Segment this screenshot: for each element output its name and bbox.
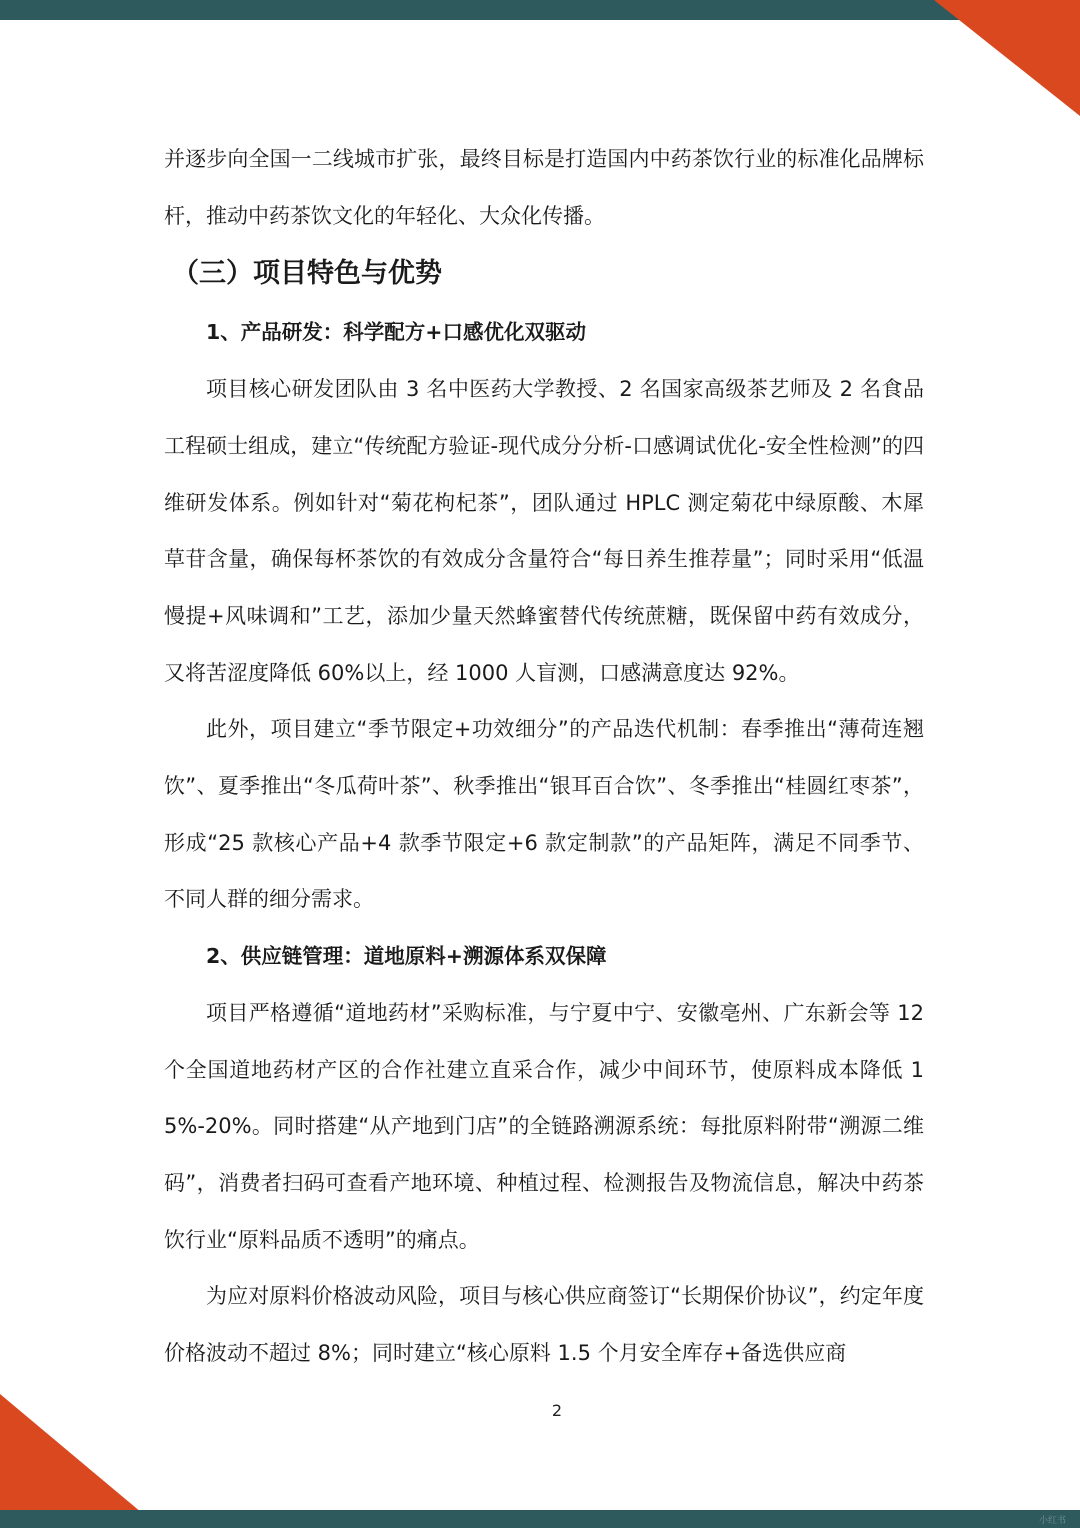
paragraph-price-risk: 为应对原料价格波动风险，项目与核心供应商签订“长期保价协议”，约定年度价格波动不超过 8%；同时建立“核心原料 1.5 个月安全库存+备选供应商	[164, 1284, 924, 1366]
paragraph-sourcing: 项目严格遵循“道地药材”采购标准，与宁夏中宁、安徽亳州、广东新会等 12 个全国道地药材产区的合作社建立直采合作，减少中间环节，使原料成本降低 15%-20%。同时搭建“从产地到门店”的全链路溯源系统：每批原料附带“溯源二维码”，消费者扫码可查看产地环境、种植过程、检测报告及物流信息，解决中药茶饮行业“原料品质不透明”的痛点。	[164, 1000, 924, 1252]
paragraph-rd-team: 项目核心研发团队由 3 名中医药大学教授、2 名国家高级茶艺师及 2 名食品工程硕士组成，建立“传统配方验证-现代成分分析-口感调试优化-安全性检测”的四维研发体系。例如针对“菊花枸杞茶”，团队通过 HPLC 测定菊花中绿原酸、木犀草苷含量，确保每杯茶饮的有效成分含量符合“每日养生推荐量”；同时采用“低温慢提+风味调和”工艺，添加少量天然蜂蜜替代传统蔗糖，既保留中药有效成分，又将苦涩度降低 60%以上，经 1000 人盲测，口感满意度达 92%。	[164, 377, 924, 685]
top-right-corner-triangle	[934, 0, 1080, 116]
subheading-product-rd: 1、产品研发：科学配方+口感优化双驱动	[206, 320, 586, 345]
bottom-decorative-bar	[0, 1510, 1080, 1528]
paragraph-product-iteration: 此外，项目建立“季节限定+功效细分”的产品迭代机制：春季推出“薄荷连翘饮”、夏季推出“冬瓜荷叶茶”、秋季推出“银耳百合饮”、冬季推出“桂圆红枣茶”，形成“25 款核心产品+4 款季节限定+6 款定制款”的产品矩阵，满足不同季节、不同人群的细分需求。	[164, 717, 924, 912]
page-number: 2	[551, 1401, 563, 1420]
section-heading: （三）项目特色与优势	[172, 258, 442, 290]
document-body	[164, 131, 924, 1382]
top-decorative-bar	[0, 0, 1080, 20]
subheading-supply-chain: 2、供应链管理：道地原料+溯源体系双保障	[206, 944, 607, 969]
watermark-logo: 小红书	[1038, 1516, 1066, 1526]
paragraph-intro: 并逐步向全国一二线城市扩张，最终目标是打造国内中药茶饮行业的标准化品牌标杆，推动中药茶饮文化的年轻化、大众化传播。	[164, 147, 924, 228]
